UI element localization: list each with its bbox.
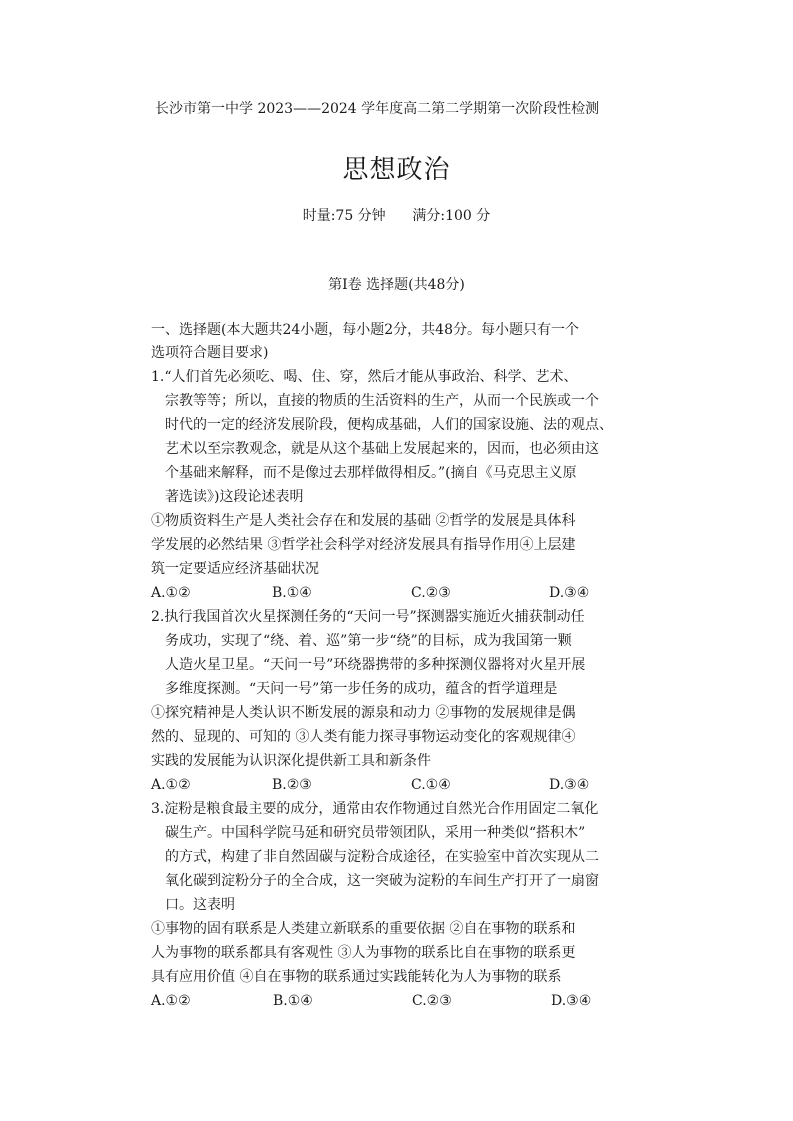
q3-option-a[interactable]: A.①② bbox=[151, 993, 191, 1009]
q2-item-line: ①探究精神是人类认识不断发展的源泉和动力 ②事物的发展规律是偶 bbox=[151, 705, 576, 721]
instruction-line: 一、选择题(本大题共24小题，每小题2分，共48分。每小题只有一个 bbox=[151, 322, 579, 338]
q2-stem-line: 人造火星卫星。“天问一号”环绕器携带的多种探测仪器将对火星开展 bbox=[165, 657, 586, 673]
q3-option-c[interactable]: C.②③ bbox=[412, 993, 452, 1009]
q2-option-b[interactable]: B.②③ bbox=[272, 777, 312, 793]
q1-stem-line: 个基础来解释，而不是像过去那样做得相反。”(摘自《马克思主义原 bbox=[165, 465, 577, 481]
q1-item-line: 筑一定要适应经济基础状况 bbox=[151, 561, 319, 577]
q1-option-d[interactable]: D.③④ bbox=[549, 585, 590, 601]
q1-item-line: ①物质资料生产是人类社会存在和发展的基础 ②哲学的发展是具体科 bbox=[151, 513, 576, 529]
q1-option-c[interactable]: C.②③ bbox=[411, 585, 451, 601]
exam-header: 长沙市第一中学 2023——2024 学年度高二第二学期第一次阶段性检测 bbox=[155, 101, 600, 117]
q1-option-a[interactable]: A.①② bbox=[151, 585, 191, 601]
exam-meta bbox=[0, 206, 793, 226]
q2-option-d[interactable]: D.③④ bbox=[549, 777, 590, 793]
q3-item-line: 人为事物的联系都具有客观性 ③人为事物的联系比自在事物的联系更 bbox=[151, 945, 576, 961]
q2-item-line: 然的、显现的、可知的 ③人类有能力探寻事物运动变化的客观规律④ bbox=[151, 729, 576, 745]
q1-option-b[interactable]: B.①④ bbox=[272, 585, 312, 601]
q1-stem-line: 时代的一定的经济发展阶段，便构成基础，人们的国家设施、法的观点、 bbox=[165, 417, 613, 433]
q3-stem-line: 的方式，构建了非自然固碳与淀粉合成途径，在实验室中首次实现从二 bbox=[165, 849, 599, 865]
full-score: 满分:100 分 bbox=[412, 208, 491, 224]
q2-option-a[interactable]: A.①② bbox=[151, 777, 191, 793]
time-limit: 时量:75 分钟 bbox=[302, 208, 386, 224]
q2-option-c[interactable]: C.①④ bbox=[411, 777, 451, 793]
q1-stem-line: 宗教等等；所以，直接的物质的生活资料的生产，从而一个民族或一个 bbox=[165, 393, 599, 409]
q2-stem-line: 务成功，实现了“绕、着、巡”第一步“绕”的目标，成为我国第一颗 bbox=[165, 633, 572, 649]
section-title: 第Ⅰ卷 选择题(共48分) bbox=[328, 277, 465, 293]
q3-stem-line: 口。这表明 bbox=[165, 897, 235, 913]
q1-stem-line: 著选读》)这段论述表明 bbox=[165, 489, 304, 505]
q1-item-line: 学发展的必然结果 ③哲学社会科学对经济发展具有指导作用④上层建 bbox=[151, 537, 576, 553]
q2-item-line: 实践的发展能为认识深化提供新工具和新条件 bbox=[151, 753, 431, 769]
instruction-line: 选项符合题目要求) bbox=[151, 345, 269, 361]
q3-option-d[interactable]: D.③④ bbox=[551, 993, 592, 1009]
q2-stem-line: 多维度探测。“天问一号”第一步任务的成功，蕴含的哲学道理是 bbox=[165, 681, 558, 697]
q3-item-line: 具有应用价值 ④自在事物的联系通过实践能转化为人为事物的联系 bbox=[151, 969, 562, 985]
q3-stem-line: 氧化碳到淀粉分子的全合成，这一突破为淀粉的车间生产打开了一扇窗 bbox=[165, 873, 599, 889]
q1-stem-line: 艺术以至宗教观念，就是从这个基础上发展起来的，因而，也必须由这 bbox=[165, 441, 599, 457]
q3-stem-line: 碳生产。中国科学院马延和研究员带领团队，采用一种类似“搭积木” bbox=[165, 825, 586, 841]
q1-stem-line: 1.“人们首先必须吃、喝、住、穿，然后才能从事政治、科学、艺术、 bbox=[151, 369, 578, 385]
subject-title: 思想政治 bbox=[342, 155, 451, 185]
q3-option-b[interactable]: B.①④ bbox=[273, 993, 313, 1009]
q3-stem-line: 3.淀粉是粮食最主要的成分，通常由农作物通过自然光合作用固定二氧化 bbox=[151, 801, 599, 817]
q2-stem-line: 2.执行我国首次火星探测任务的“天问一号”探测器实施近火捕获制动任 bbox=[151, 609, 585, 625]
q3-item-line: ①事物的固有联系是人类建立新联系的重要依据 ②自在事物的联系和 bbox=[151, 921, 576, 937]
